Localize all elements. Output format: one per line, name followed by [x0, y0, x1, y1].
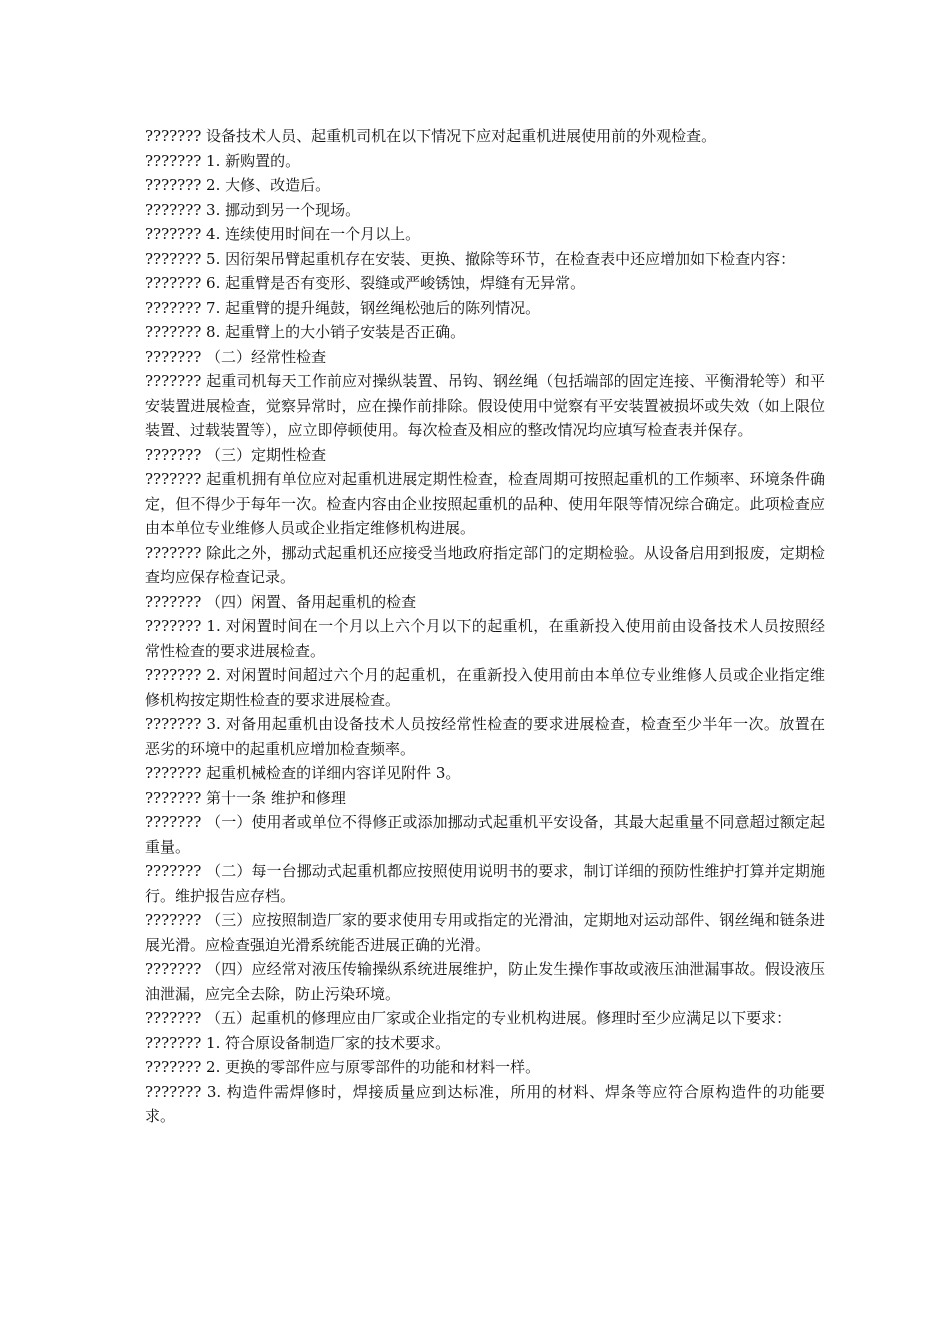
paragraph-government-inspection: ??????? 除此之外，挪动式起重机还应接受当地政府指定部门的定期检验。从设备启用到报废，定期检查均应保存检查记录。 — [145, 543, 825, 586]
paragraph-repair-item-one: ??????? 1. 符合原设备制造厂家的技术要求。 — [145, 1033, 451, 1052]
document-body — [145, 124, 825, 1129]
paragraph-standby-crane: ??????? 3. 对备用起重机由设备技术人员按经常性检查的要求进展检查，检查至少半年一次。放置在恶劣的环境中的起重机应增加检查频率。 — [145, 715, 825, 758]
paragraph-visual-inspection-intro: ??????? 设备技术人员、起重机司机在以下情况下应对起重机进展使用前的外观检查。 — [145, 127, 717, 145]
heading-periodic-inspection: ??????? （三）定期性检查 — [145, 445, 327, 464]
paragraph-repair-item-three: ??????? 3. 构造件需焊修时，焊接质量应到达标准，所用的材料、焊条等应符合原构造件的功能要求。 — [145, 1082, 825, 1125]
paragraph-periodic-inspection: ??????? 起重机拥有单位应对起重机进展定期性检查，检查周期可按照起重机的工作频率、环境条件确定，但不得少于每年一次。检查内容由企业按照起重机的品种、使用年限等情况综合确定。此项检查应由本单位专业维修人员或企业指定维修机构进展。 — [145, 470, 825, 537]
paragraph-regular-inspection: ??????? 起重司机每天工作前应对操纵装置、吊钩、钢丝绳（包括端部的固定连接、平衡滑轮等）和平安装置进展检查，觉察异常时，应在操作前排除。假设使用中觉察有平安装置被损坏或失效（如上限位装置、过载装置等），应立即停顿使用。每次检查及相应的整改情况均应填写检查表并保存。 — [145, 372, 825, 439]
paragraph-idle-under-six-months: ??????? 1. 对闲置时间在一个月以上六个月以下的起重机，在重新投入使用前由设备技术人员按照经常性检查的要求进展检查。 — [145, 617, 825, 660]
paragraph-maintenance-three: ??????? （三）应按照制造厂家的要求使用专用或指定的光滑油，定期地对运动部件、钢丝绳和链条进展光滑。应检查强迫光滑系统能否进展正确的光滑。 — [145, 911, 825, 954]
paragraph-item-new-purchase: ??????? 1. 新购置的。 — [145, 151, 301, 170]
paragraph-item-lattice-boom: ??????? 5. 因衍架吊臂起重机存在安装、更换、撤除等环节，在检查表中还应增加如下检查内容： — [145, 249, 796, 268]
paragraph-appendix-reference: ??????? 起重机械检查的详细内容详见附件 3。 — [145, 764, 461, 782]
paragraph-item-continuous-use: ??????? 4. 连续使用时间在一个月以上。 — [145, 225, 421, 243]
paragraph-maintenance-four: ??????? （四）应经常对液压传输操纵系统进展维护，防止发生操作事故或液压油泄漏事故。假设液压油泄漏，应完全去除，防止污染环境。 — [145, 960, 825, 1003]
paragraph-maintenance-five: ??????? （五）起重机的修理应由厂家或企业指定的专业机构进展。修理时至少应满足以下要求： — [145, 1009, 792, 1027]
paragraph-maintenance-two: ??????? （二）每一台挪动式起重机都应按照使用说明书的要求，制订详细的预防性维护打算并定期施行。维护报告应存档。 — [145, 862, 825, 905]
paragraph-item-boom-deformation: ??????? 6. 起重臂是否有变形、裂缝或严峻锈蚀，焊缝有无异常。 — [145, 274, 586, 292]
heading-idle-standby-inspection: ??????? （四）闲置、备用起重机的检查 — [145, 592, 417, 611]
paragraph-item-hoist-drum: ??????? 7. 起重臂的提升绳鼓，钢丝绳松弛后的陈列情况。 — [145, 298, 541, 317]
paragraph-item-relocation: ??????? 3. 挪动到另一个现场。 — [145, 200, 361, 219]
paragraph-maintenance-one: ??????? （一）使用者或单位不得修正或添加挪动式起重机平安设备，其最大起重量不同意超过额定起重量。 — [145, 813, 825, 856]
paragraph-repair-item-two: ??????? 2. 更换的零部件应与原零部件的功能和材料一样。 — [145, 1058, 541, 1076]
paragraph-item-boom-pins: ??????? 8. 起重臂上的大小销子安装是否正确。 — [145, 323, 466, 341]
paragraph-item-overhaul: ??????? 2. 大修、改造后。 — [145, 176, 331, 194]
paragraph-idle-over-six-months: ??????? 2. 对闲置时间超过六个月的起重机，在重新投入使用前由本单位专业维修人员或企业指定维修机构按定期性检查的要求进展检查。 — [145, 666, 825, 709]
heading-regular-inspection: ??????? （二）经常性检查 — [145, 347, 327, 366]
heading-article-eleven: ??????? 第十一条 维护和修理 — [145, 788, 346, 807]
